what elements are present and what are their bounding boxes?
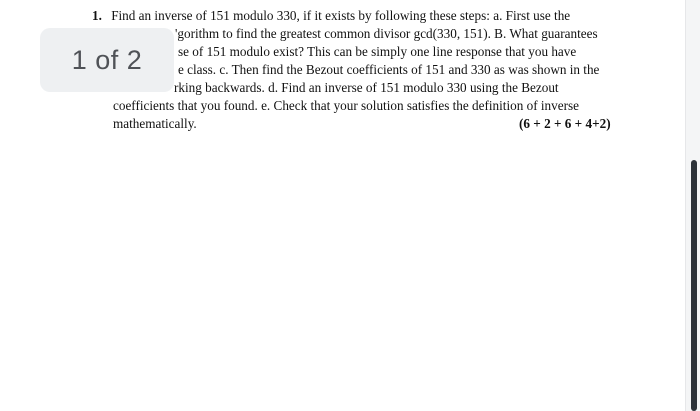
- question-line-6: coefficients that you found. e. Check that your solution satisfies the definition of inverse: [113, 98, 579, 113]
- scrollbar-track[interactable]: [685, 0, 700, 411]
- question-line-4: e class. c. Then find the Bezout coefficients of 151 and 330 as was shown in the: [178, 62, 600, 77]
- question-number: 1.: [92, 8, 102, 23]
- points-breakdown: (6 + 2 + 6 + 4+2): [519, 116, 611, 131]
- question-line-1-text: Find an inverse of 151 modulo 330, if it exists by following these steps: a. First use the: [111, 8, 571, 23]
- question-line-3: se of 151 modulo exist? This can be simply one line response that you have: [178, 44, 577, 59]
- question-line-1: [92, 7, 570, 24]
- question-line-7: mathematically.: [113, 116, 197, 131]
- page-indicator-text: 1 of 2: [71, 44, 143, 75]
- scrollbar-thumb[interactable]: [691, 160, 697, 411]
- question-line-2: 'gorithm to find the greatest common divisor gcd(330, 151). B. What guarantees: [175, 26, 598, 41]
- page-indicator: [40, 28, 174, 92]
- question-line-5: rking backwards. d. Find an inverse of 151 modulo 330 using the Bezout: [174, 80, 559, 95]
